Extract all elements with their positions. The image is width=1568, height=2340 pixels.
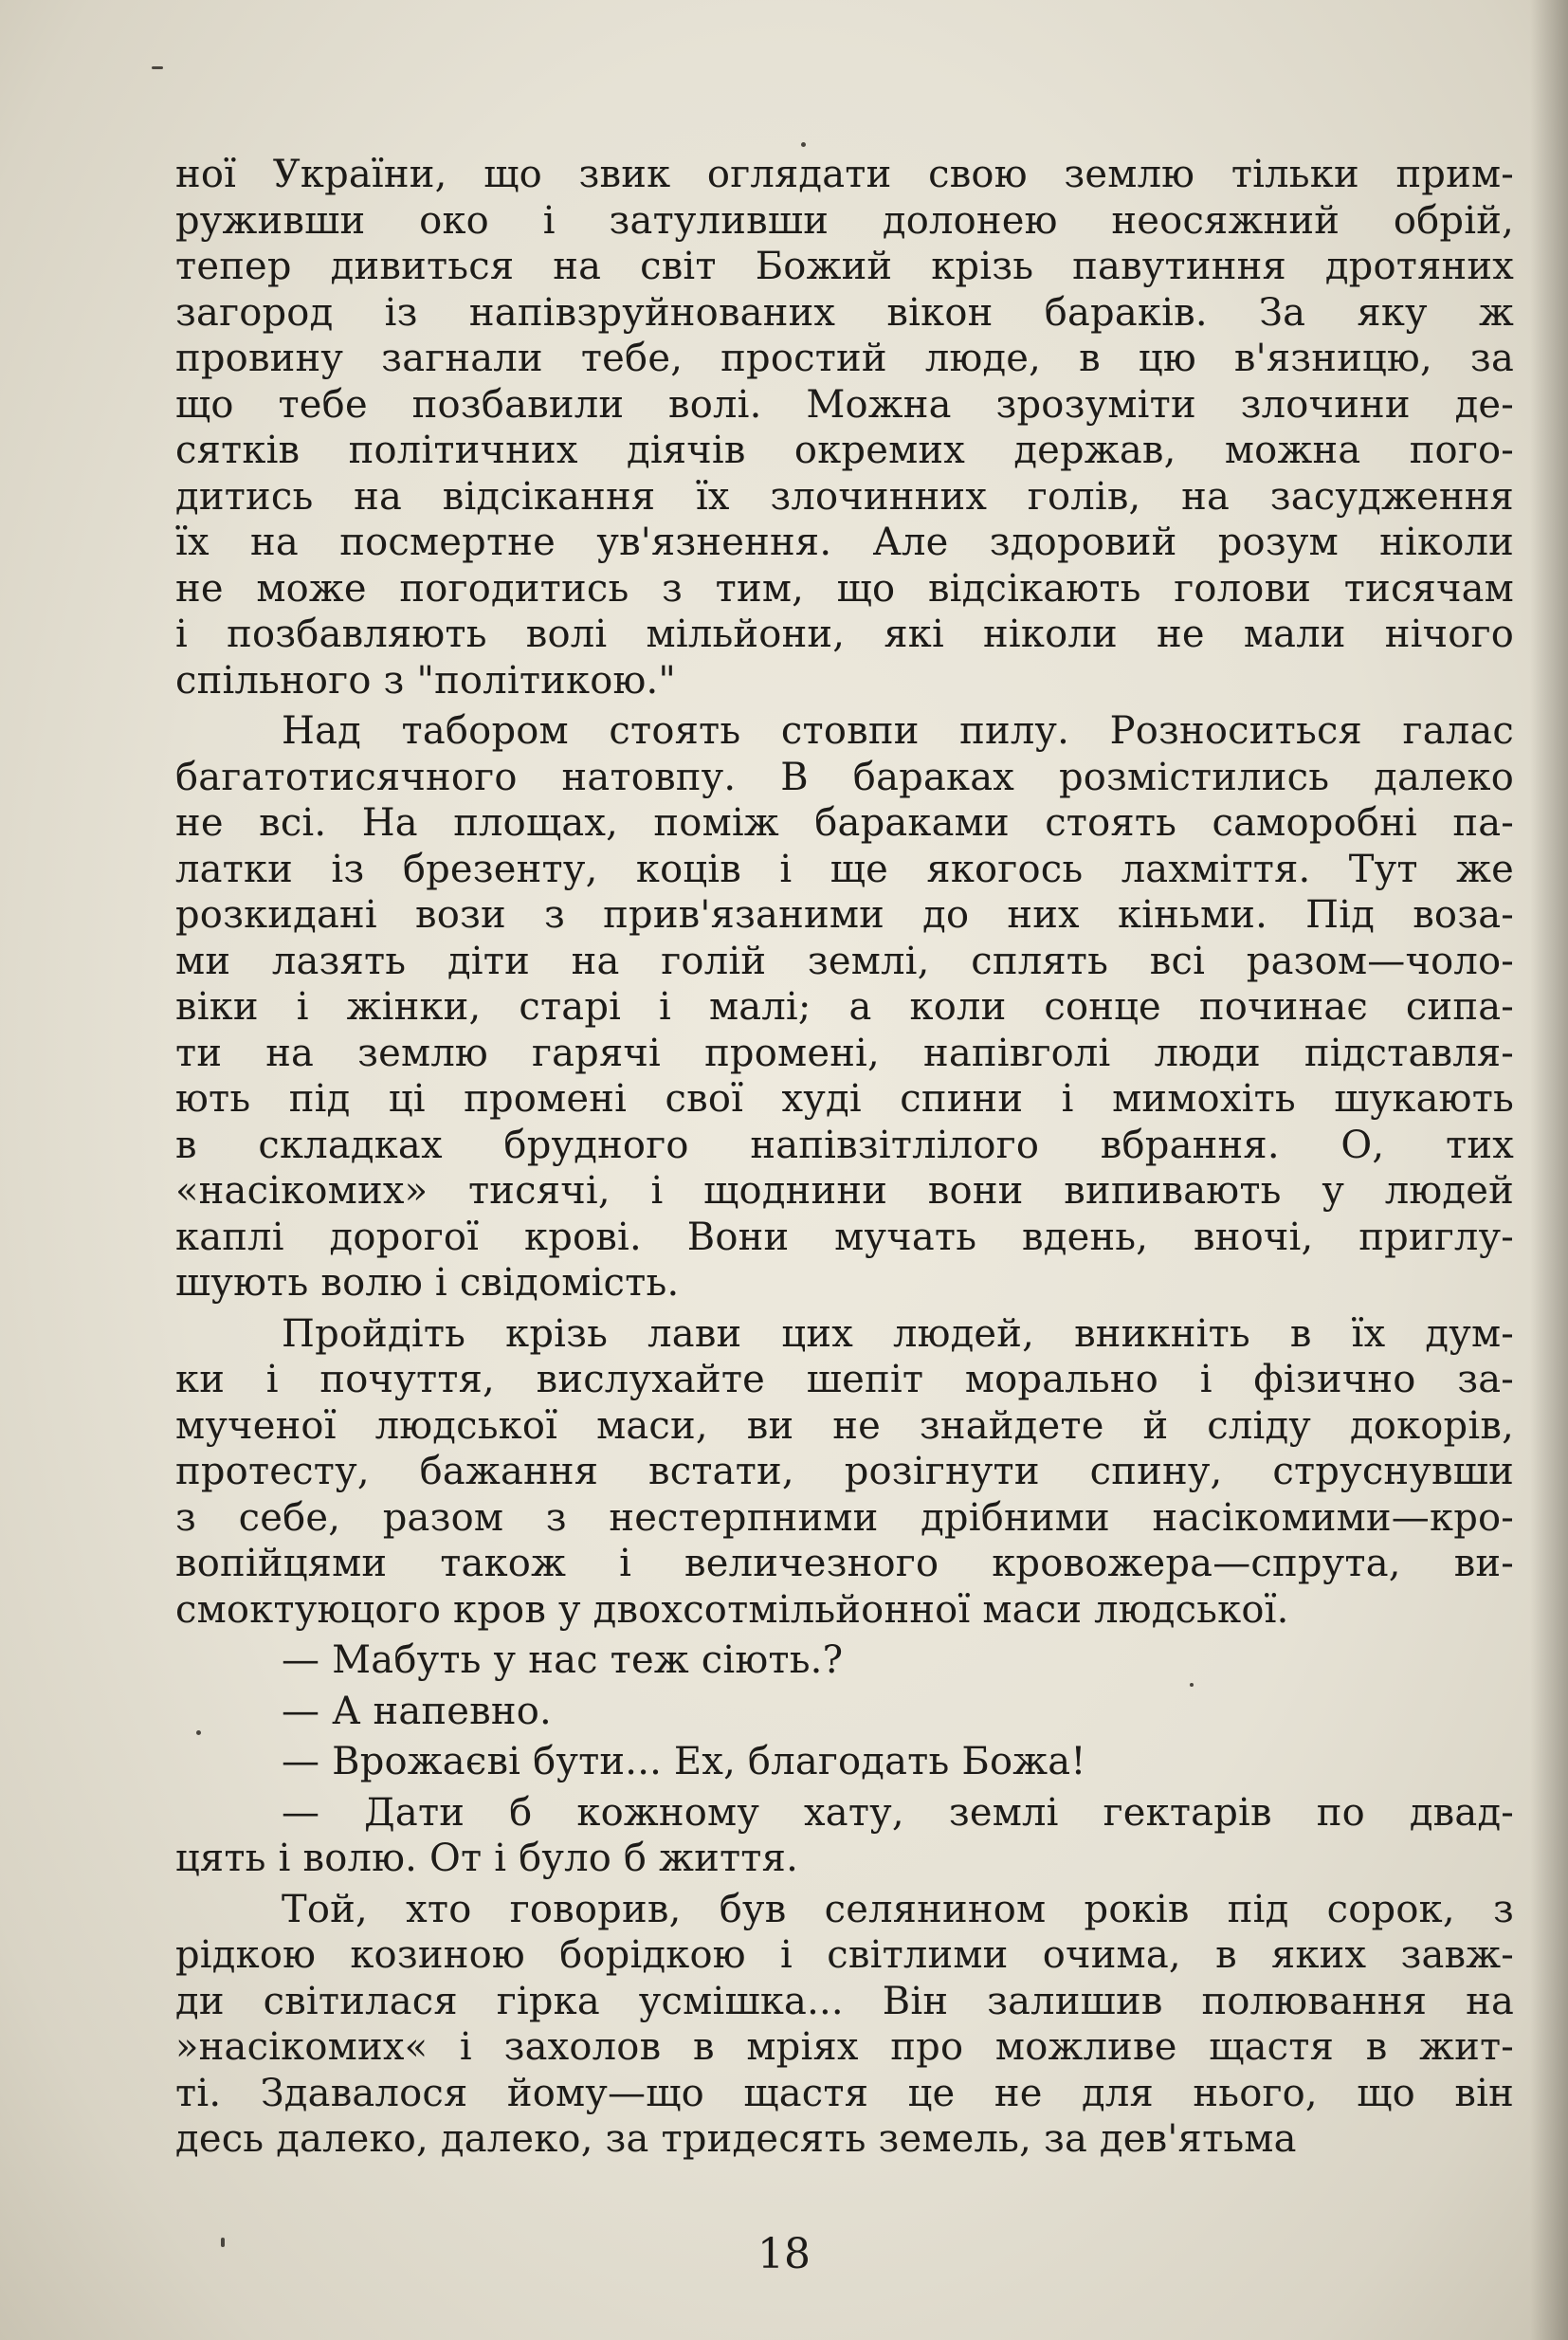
- text-line: ті. Здавалося йому—що щастя це не для нього, що він: [175, 2071, 1514, 2115]
- text-line: ми лазять діти на голій землі, сплять всі разом—чоло-: [175, 939, 1514, 983]
- text-line: — Врожаєві бути... Ех, благодать Божа!: [282, 1740, 1086, 1783]
- text-line: що тебе позбавили волі. Можна зрозуміти злочини де-: [175, 382, 1514, 427]
- ink-speck: [196, 1730, 201, 1735]
- text-line: провину загнали тебе, простий люде, в цю в'язницю, за: [175, 337, 1514, 380]
- dialog-line: [175, 1739, 1514, 1785]
- text-line: ти на землю гарячі промені, напівголі люди підставля-: [175, 1031, 1514, 1075]
- text-line: рідкою козиною борідкою і світлими очима, в яких завж-: [175, 1933, 1514, 1977]
- page-body-text: [175, 152, 1514, 2163]
- text-line: загород із напівзруйнованих вікон бараків. За яку ж: [175, 290, 1514, 335]
- text-line: Той, хто говорив, був селянином років під сорок, з: [282, 1887, 1514, 1931]
- ink-speck: [221, 2238, 225, 2247]
- text-line: десь далеко, далеко, за тридесять земель, за дев'ятьма: [175, 2117, 1297, 2161]
- text-line: Над табором стоять стовпи пилу. Розноситься галас: [282, 709, 1514, 753]
- text-line: ють під ці промені свої худі спини і мимохіть шукають: [175, 1077, 1514, 1121]
- text-line: ди світилася гірка усмішка... Він залишив полювання на: [175, 1979, 1514, 2023]
- text-line: тепер дивиться на світ Божий крізь павутиння дротяних: [175, 245, 1514, 288]
- text-line: цять і волю. От і було б життя.: [175, 1837, 798, 1880]
- text-line: не всі. На площах, поміж бараками стоять саморобні па-: [175, 801, 1514, 845]
- text-line: — А напевно.: [282, 1689, 552, 1733]
- paragraph: [175, 1311, 1514, 1634]
- text-line: шують волю і свідомість.: [175, 1261, 680, 1305]
- text-line: латки із брезенту, коців і ще якогось лахміття. Тут же: [175, 847, 1514, 891]
- text-line: руживши око і затуливши долонею неосяжний обрій,: [175, 198, 1514, 243]
- ink-speck: [152, 66, 163, 69]
- text-line: не може погодитись з тим, що відсікають голови тисячам: [175, 566, 1514, 611]
- ink-speck: [801, 142, 806, 147]
- text-line: і позбавляють волі мільйони, які ніколи не мали нічого: [175, 612, 1514, 656]
- text-line: багатотисячного натовпу. В бараках розмістились далеко: [175, 755, 1514, 799]
- text-line: ної України, що звик оглядати свою землю тільки прим-: [175, 153, 1514, 196]
- page-number: 18: [757, 2230, 811, 2278]
- text-line: вопійцями також і величезного кровожера—спрута, ви-: [175, 1542, 1514, 1585]
- text-line: Пройдіть крізь лави цих людей, вникніть в їх дум-: [282, 1311, 1514, 1356]
- text-line: сятків політичних діячів окремих держав, можна пого-: [175, 429, 1514, 472]
- text-line: віки і жінки, старі і малі; а коли сонце починає сипа-: [175, 985, 1514, 1029]
- text-line: дитись на відсікання їх злочинних голів, на засудження: [175, 474, 1514, 519]
- text-line: з себе, разом з нестерпними дрібними насікомими—кро-: [175, 1495, 1514, 1540]
- text-line: »насікомих« і захолов в мріях про можливе щастя в жит-: [175, 2025, 1514, 2069]
- dialog-line: [175, 1790, 1514, 1882]
- text-line: каплі дорогої крові. Вони мучать вдень, вночі, приглу-: [175, 1215, 1514, 1259]
- paragraph: [175, 152, 1514, 704]
- text-line: «насікомих» тисячі, і щоднини вони випивають у людей: [175, 1169, 1514, 1213]
- text-line: в складках брудного напівзітлілого вбрання. О, тих: [175, 1123, 1514, 1167]
- text-line: спільного з "політикою.": [175, 658, 677, 703]
- text-line: розкидані вози з прив'язаними до них кіньми. Під воза-: [175, 893, 1514, 937]
- text-line: протесту, бажання встати, розігнути спину, струснувши: [175, 1450, 1514, 1493]
- text-line: смоктуюцого кров у двохсотмільйонної маси людської.: [175, 1587, 1289, 1632]
- paragraph: [175, 1887, 1514, 2163]
- dialog-line: [175, 1637, 1514, 1684]
- text-line: ки і почуття, вислухайте шепіт морально і фізично за-: [175, 1358, 1514, 1401]
- ink-speck: [1190, 1683, 1194, 1687]
- dialog-line: [175, 1689, 1514, 1735]
- text-line: — Дати б кожному хату, землі гектарів по двад-: [282, 1790, 1514, 1835]
- text-line: їх на посмертне ув'язнення. Але здоровий розум ніколи: [175, 521, 1514, 564]
- paragraph: [175, 708, 1514, 1307]
- text-line: мученої людської маси, ви не знайдете й сліду докорів,: [175, 1403, 1514, 1448]
- page-edge-shadow: [1530, 0, 1568, 2340]
- text-line: — Мабуть у нас теж сіють.?: [282, 1638, 844, 1682]
